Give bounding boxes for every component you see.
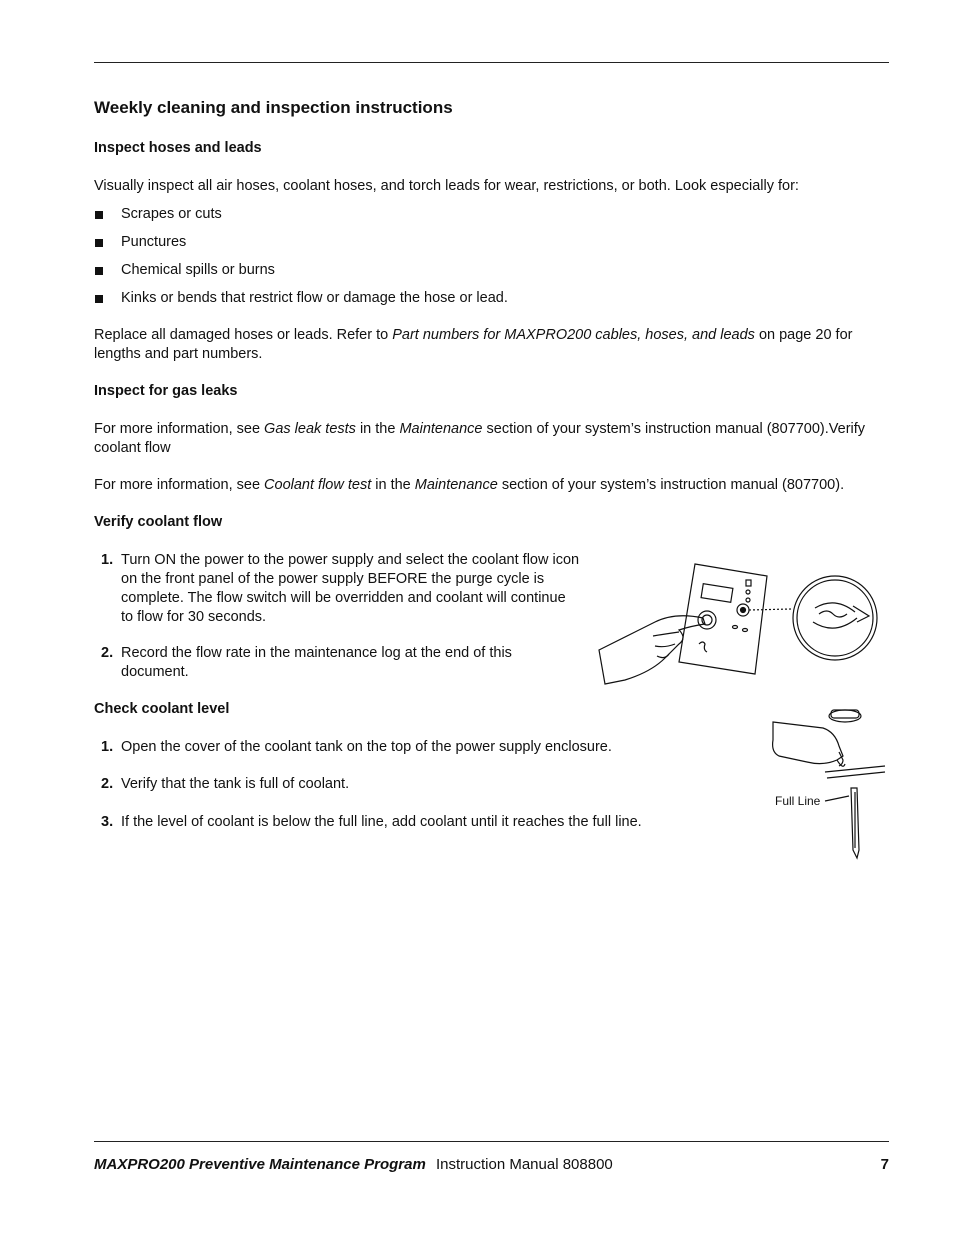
bullet-square-icon: [95, 211, 103, 219]
footer-title: MAXPRO200 Preventive Maintenance Program: [94, 1156, 426, 1173]
full-line-label: Full Line: [775, 794, 821, 808]
footer: [94, 1156, 889, 1176]
coolant-tank-illustration: [765, 700, 890, 865]
bullet-square-icon: [95, 267, 103, 275]
gas-paragraph-1: For more information, see Gas leak tests in the Maintenance section of your system’s instruction manual (807700).Verify coolant flow: [94, 421, 866, 456]
verify-step: 2. Record the flow rate in the maintenance log at the end of this document.: [101, 645, 512, 680]
section-heading-verify: Verify coolant flow: [94, 514, 223, 530]
section-heading-hoses: Inspect hoses and leads: [94, 140, 262, 156]
verify-step: 1. Turn ON the power to the power supply and select the coolant flow icon on the front panel of the power supply BEFORE the purge cycle is complete. The flow switch will be overridden and coolant will continue to flow for 30 seconds.: [101, 552, 580, 625]
footer-subtitle: Instruction Manual 808800: [435, 1156, 613, 1173]
hoses-intro: Visually inspect all air hoses, coolant hoses, and torch leads for wear, restrictions, or both. Look especially for:: [94, 178, 799, 194]
gas-paragraph-2: For more information, see Coolant flow test in the Maintenance section of your system’s instruction manual (807700).: [94, 477, 845, 493]
front-panel-illustration: [595, 560, 885, 690]
header-rule: [94, 62, 889, 63]
section-heading-level: Check coolant level: [94, 701, 230, 717]
footer-rule: [94, 1141, 889, 1142]
cross-reference: Part numbers for MAXPRO200 cables, hoses, and leads: [392, 327, 755, 343]
level-step: 3. If the level of coolant is below the full line, add coolant until it reaches the full line.: [101, 814, 642, 830]
level-step: 2. Verify that the tank is full of coolant.: [101, 776, 350, 792]
section-heading-gas: Inspect for gas leaks: [94, 383, 238, 399]
page-number: 7: [880, 1156, 889, 1173]
bullet-square-icon: [95, 295, 103, 303]
page-title: Weekly cleaning and inspection instructions: [94, 98, 453, 117]
bullet-square-icon: [95, 239, 103, 247]
hoses-replace-paragraph: Replace all damaged hoses or leads. Refer to Part numbers for MAXPRO200 cables, hoses, and leads on page 20 for lengths and part numbers.: [94, 327, 853, 362]
level-step: 1. Open the cover of the coolant tank on the top of the power supply enclosure.: [101, 739, 612, 755]
